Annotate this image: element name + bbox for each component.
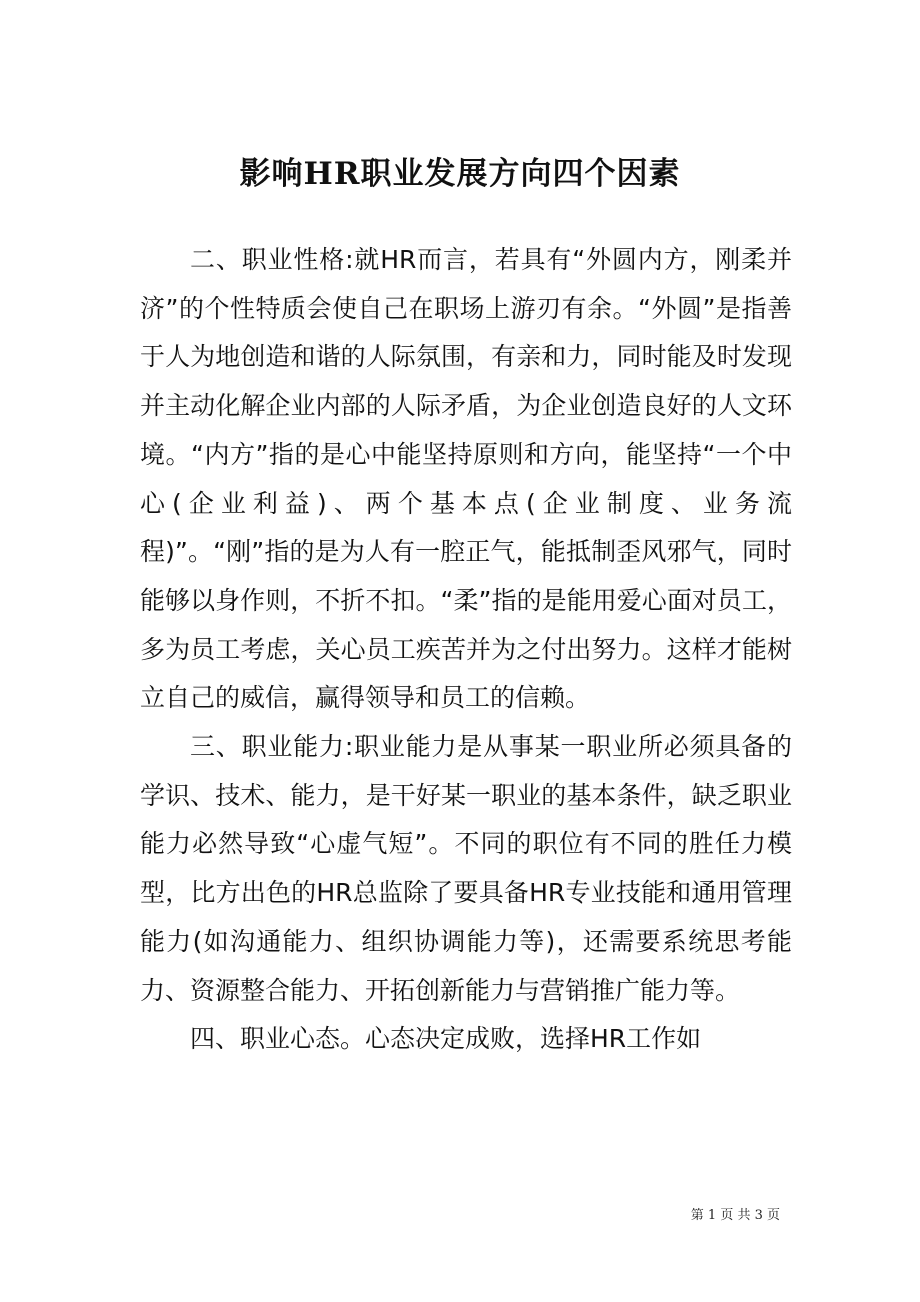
document-title: 影响HR职业发展方向四个因素 xyxy=(239,155,681,192)
paragraph-ability: 三、职业能力:职业能力是从事某一职业所必须具备的学识、技术、能力，是干好某一职业的基本条件，缺乏职业能力必然导致“心虚气短”。不同的职位有不同的胜任力模型，比方出色的HR总监除了要具备HR专业技能和通用管理能力(如沟通能力、组织协调能力等)，还需要系统思考能力、资源整合能力、开拓创新能力与营销推广能力等。 xyxy=(140,732,792,1005)
paragraph-personality: 二、职业性格:就HR而言，若具有“外圆内方，刚柔并济”的个性特质会使自己在职场上游刃有余。“外圆”是指善于人为地创造和谐的人际氛围，有亲和力，同时能及时发现并主动化解企业内部的人际矛盾，为企业创造良好的人文环境。“内方”指的是心中能坚持原则和方向，能坚持“一个中心(企业利益)、两个基本点(企业制度、业务流程)”。“刚”指的是为人有一腔正气，能抵制歪风邪气，同时能够以身作则，不折不扣。“柔”指的是能用爱心面对员工，多为员工考虑，关心员工疾苦并为之付出努力。这样才能树立自己的威信，赢得领导和员工的信赖。 xyxy=(140,245,792,713)
page-number-footer: 第 1 页 共 3 页 xyxy=(690,1208,780,1223)
document-body xyxy=(140,236,792,1064)
paragraph-mindset: 四、职业心态。心态决定成败，选择HR工作如 xyxy=(190,1024,702,1054)
